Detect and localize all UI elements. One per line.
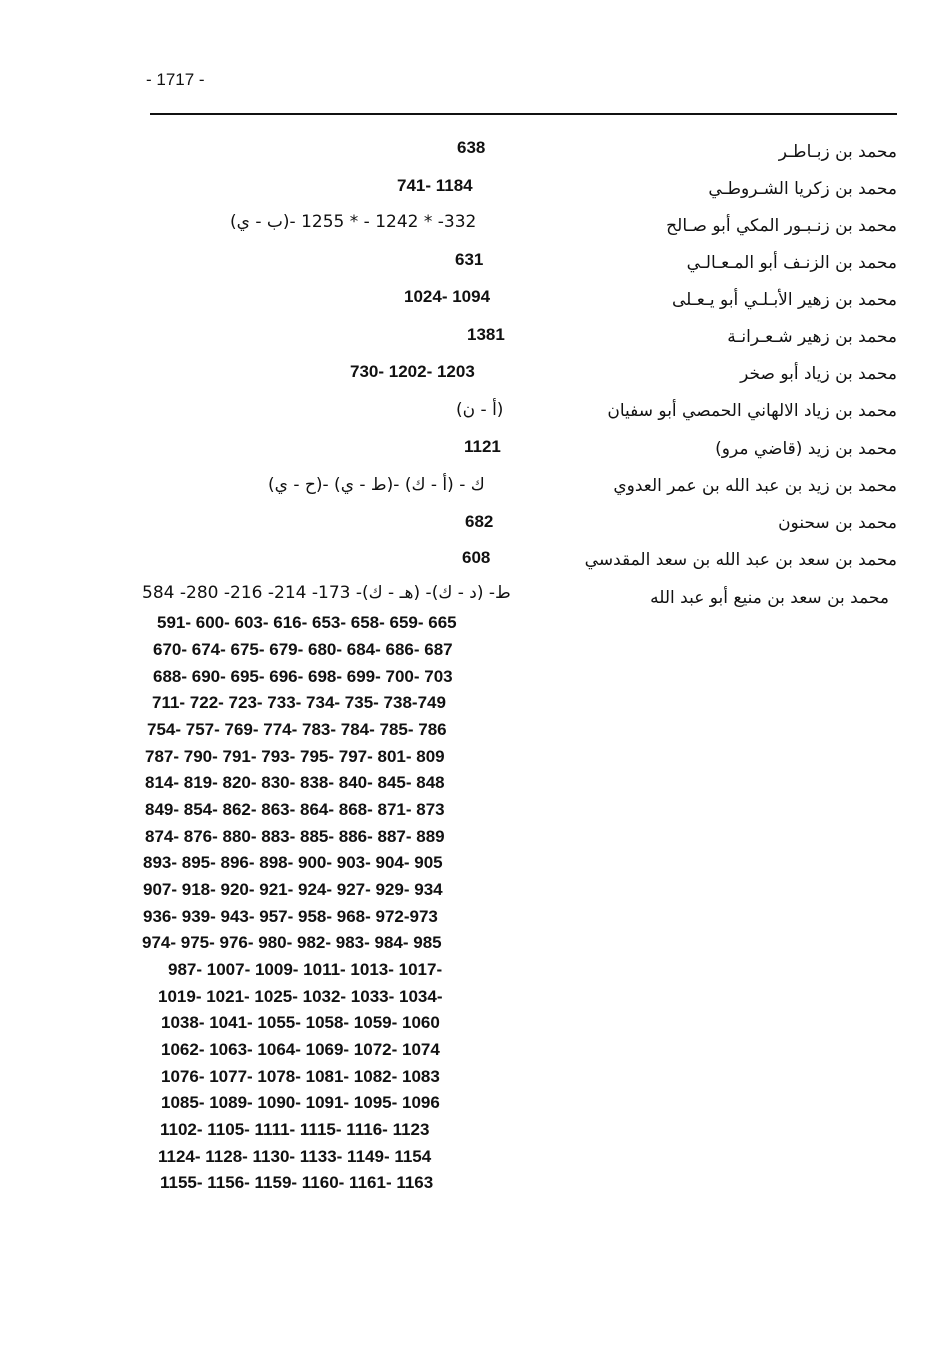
entry-name: محمد بن زكريا الشـروطـي bbox=[708, 179, 897, 199]
ref-line: 1155- 1156- 1159- 1160- 1161- 1163 bbox=[160, 1173, 434, 1192]
entry-name: محمد بن زنـبـور المكي أبو صـالح bbox=[666, 216, 897, 236]
entry-refs: (أ - ن) bbox=[456, 400, 504, 420]
entry-name: محمد بن سعد بن منيع أبو عبد الله bbox=[650, 588, 889, 608]
entry-name: محمد بن سعد بن عبد الله بن سعد المقدسي bbox=[584, 550, 897, 570]
ref-line: 936- 939- 943- 957- 958- 968- 972-973 bbox=[143, 907, 438, 926]
ref-line: 874- 876- 880- 883- 885- 886- 887- 889 bbox=[145, 827, 445, 846]
ref-line: 1085- 1089- 1090- 1091- 1095- 1096 bbox=[161, 1093, 440, 1112]
entry-refs: 1381 bbox=[467, 325, 505, 344]
entry-refs: 608 bbox=[462, 548, 491, 567]
ref-line: 591- 600- 603- 616- 653- 658- 659- 665 bbox=[157, 613, 457, 632]
entry-refs: 682 bbox=[465, 512, 494, 531]
ref-line: 974- 975- 976- 980- 982- 983- 984- 985 bbox=[142, 933, 442, 952]
ref-line: 893- 895- 896- 898- 900- 903- 904- 905 bbox=[143, 853, 443, 872]
entry-name: محمد بن زيد (قاضي مرو) bbox=[715, 439, 897, 459]
page-number: - 1717 - bbox=[146, 70, 205, 89]
entry-name: محمد بن زهير شـعـرانـة bbox=[727, 327, 897, 347]
entry-refs: (ح - ي)- (ط - ي)- ك - (أ - ك) bbox=[268, 475, 485, 495]
entry-name: محمد بن الزنـف أبو المـعـالـي bbox=[686, 253, 897, 273]
entry-refs: 1121 bbox=[464, 437, 501, 456]
header-rule bbox=[150, 113, 897, 115]
entry-refs: (ب - ي)- 332- * 1242 - * 1255 bbox=[230, 212, 477, 232]
entry-name: محمد بن زهير الأبـلـي أبو يـعـلى bbox=[671, 290, 897, 310]
ref-line: 1124- 1128- 1130- 1133- 1149- 1154 bbox=[158, 1147, 432, 1166]
ref-line: 787- 790- 791- 793- 795- 797- 801- 809 bbox=[145, 747, 445, 766]
entry-name: محمد بن زيد بن عبد الله بن عمر العدوي bbox=[613, 476, 897, 496]
ref-line: 987- 1007- 1009- 1011- 1013- 1017- bbox=[168, 960, 443, 979]
entry-refs: 730- 1202- 1203 bbox=[350, 362, 475, 381]
ref-line: 1062- 1063- 1064- 1069- 1072- 1074 bbox=[161, 1040, 440, 1059]
ref-line: 711- 722- 723- 733- 734- 735- 738-749 bbox=[152, 693, 446, 712]
ref-line: 1019- 1021- 1025- 1032- 1033- 1034- bbox=[158, 987, 443, 1006]
ref-line: 1076- 1077- 1078- 1081- 1082- 1083 bbox=[161, 1067, 440, 1086]
entry-name: محمد بن زياد أبو صخر bbox=[740, 364, 897, 384]
entry-refs: ط- (د - ك)- (هـ - ك)- 173- 214- 216- 280- 584 bbox=[142, 583, 511, 603]
ref-line: 670- 674- 675- 679- 680- 684- 686- 687 bbox=[153, 640, 453, 659]
ref-line: 849- 854- 862- 863- 864- 868- 871- 873 bbox=[145, 800, 445, 819]
entry-refs: 741- 1184 bbox=[397, 176, 473, 195]
entry-name: محمد بن زبـاطـر bbox=[778, 142, 897, 162]
ref-line: 1102- 1105- 1111- 1115- 1116- 1123 bbox=[160, 1120, 430, 1139]
entry-refs: 631 bbox=[455, 250, 484, 269]
ref-line: 754- 757- 769- 774- 783- 784- 785- 786 bbox=[147, 720, 447, 739]
entry-refs: 1024- 1094 bbox=[404, 287, 491, 306]
entry-name: محمد بن سحنون bbox=[778, 513, 897, 533]
ref-line: 814- 819- 820- 830- 838- 840- 845- 848 bbox=[145, 773, 445, 792]
ref-line: 688- 690- 695- 696- 698- 699- 700- 703 bbox=[153, 667, 453, 686]
entry-name: محمد بن زياد الالهاني الحمصي أبو سفيان bbox=[607, 401, 897, 421]
ref-line: 907- 918- 920- 921- 924- 927- 929- 934 bbox=[143, 880, 443, 899]
entry-refs: 638 bbox=[457, 138, 486, 157]
ref-line: 1038- 1041- 1055- 1058- 1059- 1060 bbox=[161, 1013, 440, 1032]
